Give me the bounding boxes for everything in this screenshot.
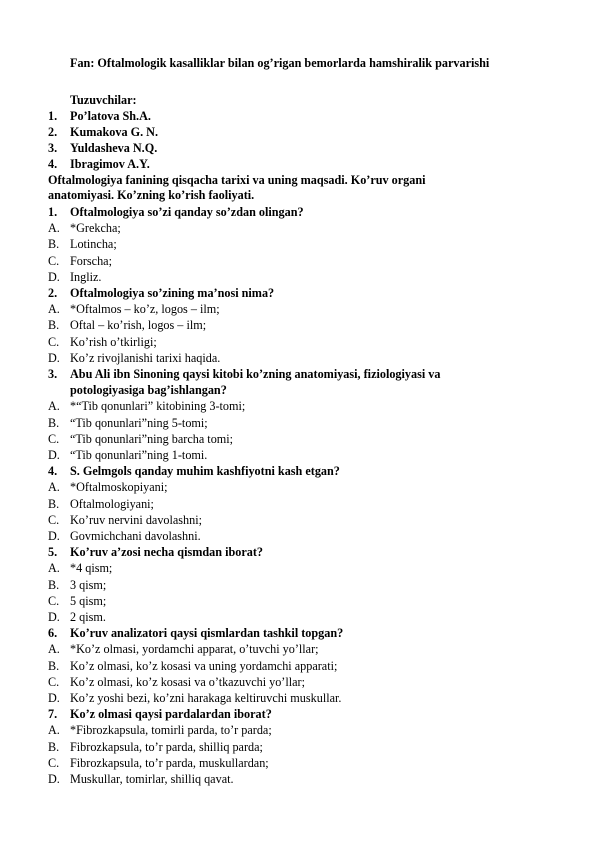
author-item (48, 125, 158, 140)
option-letter: B. (48, 739, 60, 754)
answer-option (48, 772, 234, 787)
answer-option (48, 642, 319, 657)
option-letter: D. (48, 529, 60, 543)
author-item (48, 141, 157, 156)
answer-option (48, 578, 106, 593)
option-letter: D. (48, 610, 60, 624)
answer-option (48, 416, 208, 431)
author-item (48, 157, 150, 172)
question-text (48, 626, 343, 641)
answer-option (48, 335, 157, 350)
author-number: 3. (48, 141, 58, 155)
answer-option (48, 675, 305, 690)
option-text: *4 qism; (70, 561, 113, 576)
answer-option (48, 659, 337, 674)
answer-option (48, 448, 207, 463)
question-text (48, 545, 263, 560)
option-letter: B. (48, 577, 60, 592)
question-number: 1. (48, 205, 58, 219)
option-letter: D. (48, 350, 60, 365)
answer-option (48, 723, 272, 738)
question-line: Ko’ruv analizatori qaysi qismlardan tashkil topgan? (70, 626, 344, 641)
option-letter: B. (48, 658, 60, 673)
author-name: Kumakova G. N. (70, 125, 159, 139)
author-item (48, 109, 151, 124)
option-text: “Tib qonunlari”ning 1-tomi. (70, 448, 208, 462)
option-letter: C. (48, 674, 60, 689)
option-letter: A. (48, 302, 60, 317)
option-text: Ko’rish o’tkirligi; (70, 334, 157, 349)
option-letter: A. (48, 480, 60, 495)
author-name: Yuldasheva N.Q. (70, 141, 158, 155)
option-text: 5 qism; (70, 593, 107, 608)
option-text: Oftal – ko’rish, logos – ilm; (70, 318, 207, 333)
option-letter: C. (48, 334, 60, 349)
answer-option (48, 561, 112, 576)
author-number: 1. (48, 109, 58, 123)
option-letter: A. (48, 642, 60, 657)
question-line: Ko’z olmasi qaysi pardalardan iborat? (70, 707, 272, 722)
question-line: Abu Ali ibn Sinoning qaysi kitobi ko’zning anatomiyasi, fiziologiyasi va (70, 367, 441, 381)
option-letter: B. (48, 496, 60, 511)
question-text (48, 205, 304, 220)
question-text (48, 464, 340, 479)
option-letter: D. (48, 691, 60, 705)
option-text: Fibrozkapsula, to’r parda, muskullardan; (70, 755, 269, 770)
answer-option (48, 254, 112, 269)
question-text (48, 707, 272, 722)
option-letter: D. (48, 269, 60, 284)
option-letter: C. (48, 512, 60, 527)
question-number: 3. (48, 367, 58, 381)
answer-option (48, 513, 202, 528)
answer-option (48, 302, 220, 317)
question-line: S. Gelmgols qanday muhim kashfiyotni kash etgan? (70, 464, 340, 479)
option-letter: C. (48, 755, 60, 770)
option-text: Ko’z olmasi, ko’z kosasi va o’tkazuvchi yo’llar; (70, 674, 305, 689)
option-text: 2 qism. (70, 610, 106, 624)
answer-option (48, 497, 154, 512)
option-letter: A. (48, 399, 60, 414)
option-text: *Grekcha; (70, 221, 121, 236)
option-letter: D. (48, 772, 60, 786)
question-number: 5. (48, 545, 58, 560)
option-text: Fibrozkapsula, to’r parda, shilliq parda; (70, 739, 263, 754)
option-text: Ko’z yoshi bezi, ko’zni harakaga keltiruvchi muskullar. (70, 691, 342, 705)
option-text: Ko’z rivojlanishi tarixi haqida. (70, 350, 221, 365)
answer-option (48, 221, 121, 236)
option-text: Ko’z olmasi, ko’z kosasi va uning yordamchi apparati; (70, 658, 338, 673)
option-letter: B. (48, 415, 60, 430)
answer-option (48, 610, 106, 625)
option-text: Ko’ruv nervini davolashni; (70, 512, 203, 527)
option-text: *“Tib qonunlari” kitobining 3-tomi; (70, 399, 246, 414)
question-line: Oftalmologiya so’zi qanday so’zdan olingan? (70, 205, 304, 219)
question-number: 6. (48, 626, 58, 641)
option-text: Oftalmologiyani; (70, 496, 154, 511)
section-title-line-1: Oftalmologiya fanining qisqacha tarixi va uning maqsadi. Ko’ruv organi (48, 173, 426, 187)
question-line: Oftalmologiya so’zining ma’nosi nima? (70, 286, 275, 300)
answer-option (48, 237, 117, 252)
subject-title: Fan: Oftalmologik kasalliklar bilan og’rigan bemorlarda hamshiralik parvarishi (70, 56, 490, 70)
answer-option (48, 432, 233, 447)
authors-label: Tuzuvchilar: (70, 93, 137, 107)
option-letter: C. (48, 431, 60, 446)
option-letter: C. (48, 253, 60, 268)
option-text: Govmichchani davolashni. (70, 529, 201, 543)
answer-option (48, 399, 245, 414)
question-number: 7. (48, 707, 58, 722)
answer-option (48, 756, 269, 771)
answer-option (48, 318, 206, 333)
section-title-line-2: anatomiyasi. Ko’zning ko’rish faoliyati. (48, 188, 255, 202)
option-letter: C. (48, 593, 60, 608)
option-letter: D. (48, 448, 60, 462)
author-name: Ibragimov A.Y. (70, 157, 150, 171)
answer-option (48, 480, 168, 495)
option-text: *Oftalmos – ko’z, logos – ilm; (70, 302, 220, 317)
option-letter: A. (48, 561, 60, 576)
author-name: Po’latova Sh.A. (70, 109, 151, 123)
option-text: Ingliz. (70, 269, 102, 284)
answer-option (48, 691, 341, 706)
option-text: 3 qism; (70, 577, 107, 592)
answer-option (48, 740, 263, 755)
option-text: *Oftalmoskopiyani; (70, 480, 168, 495)
question-line: Ko’ruv a’zosi necha qismdan iborat? (70, 545, 263, 560)
answer-option (48, 594, 106, 609)
option-text: Lotincha; (70, 237, 117, 252)
answer-option (48, 529, 201, 544)
answer-option (48, 270, 101, 285)
question-number: 4. (48, 464, 58, 479)
option-letter: B. (48, 318, 60, 333)
question-text (48, 367, 440, 382)
question-number: 2. (48, 286, 58, 300)
option-text: *Ko’z olmasi, yordamchi apparat, o’tuvchi yo’llar; (70, 642, 319, 657)
option-letter: A. (48, 221, 60, 236)
option-text: “Tib qonunlari”ning barcha tomi; (70, 431, 234, 446)
author-number: 2. (48, 125, 58, 139)
author-number: 4. (48, 157, 58, 171)
answer-option (48, 351, 220, 366)
option-text: Muskullar, tomirlar, shilliq qavat. (70, 772, 234, 786)
option-text: “Tib qonunlari”ning 5-tomi; (70, 415, 208, 430)
question-text (48, 383, 227, 398)
question-line: potologiyasiga bag’ishlangan? (70, 383, 227, 398)
option-text: Forscha; (70, 253, 112, 268)
option-letter: A. (48, 723, 60, 738)
question-text (48, 286, 274, 301)
option-text: *Fibrozkapsula, tomirli parda, to’r parda; (70, 723, 272, 738)
option-letter: B. (48, 237, 60, 252)
